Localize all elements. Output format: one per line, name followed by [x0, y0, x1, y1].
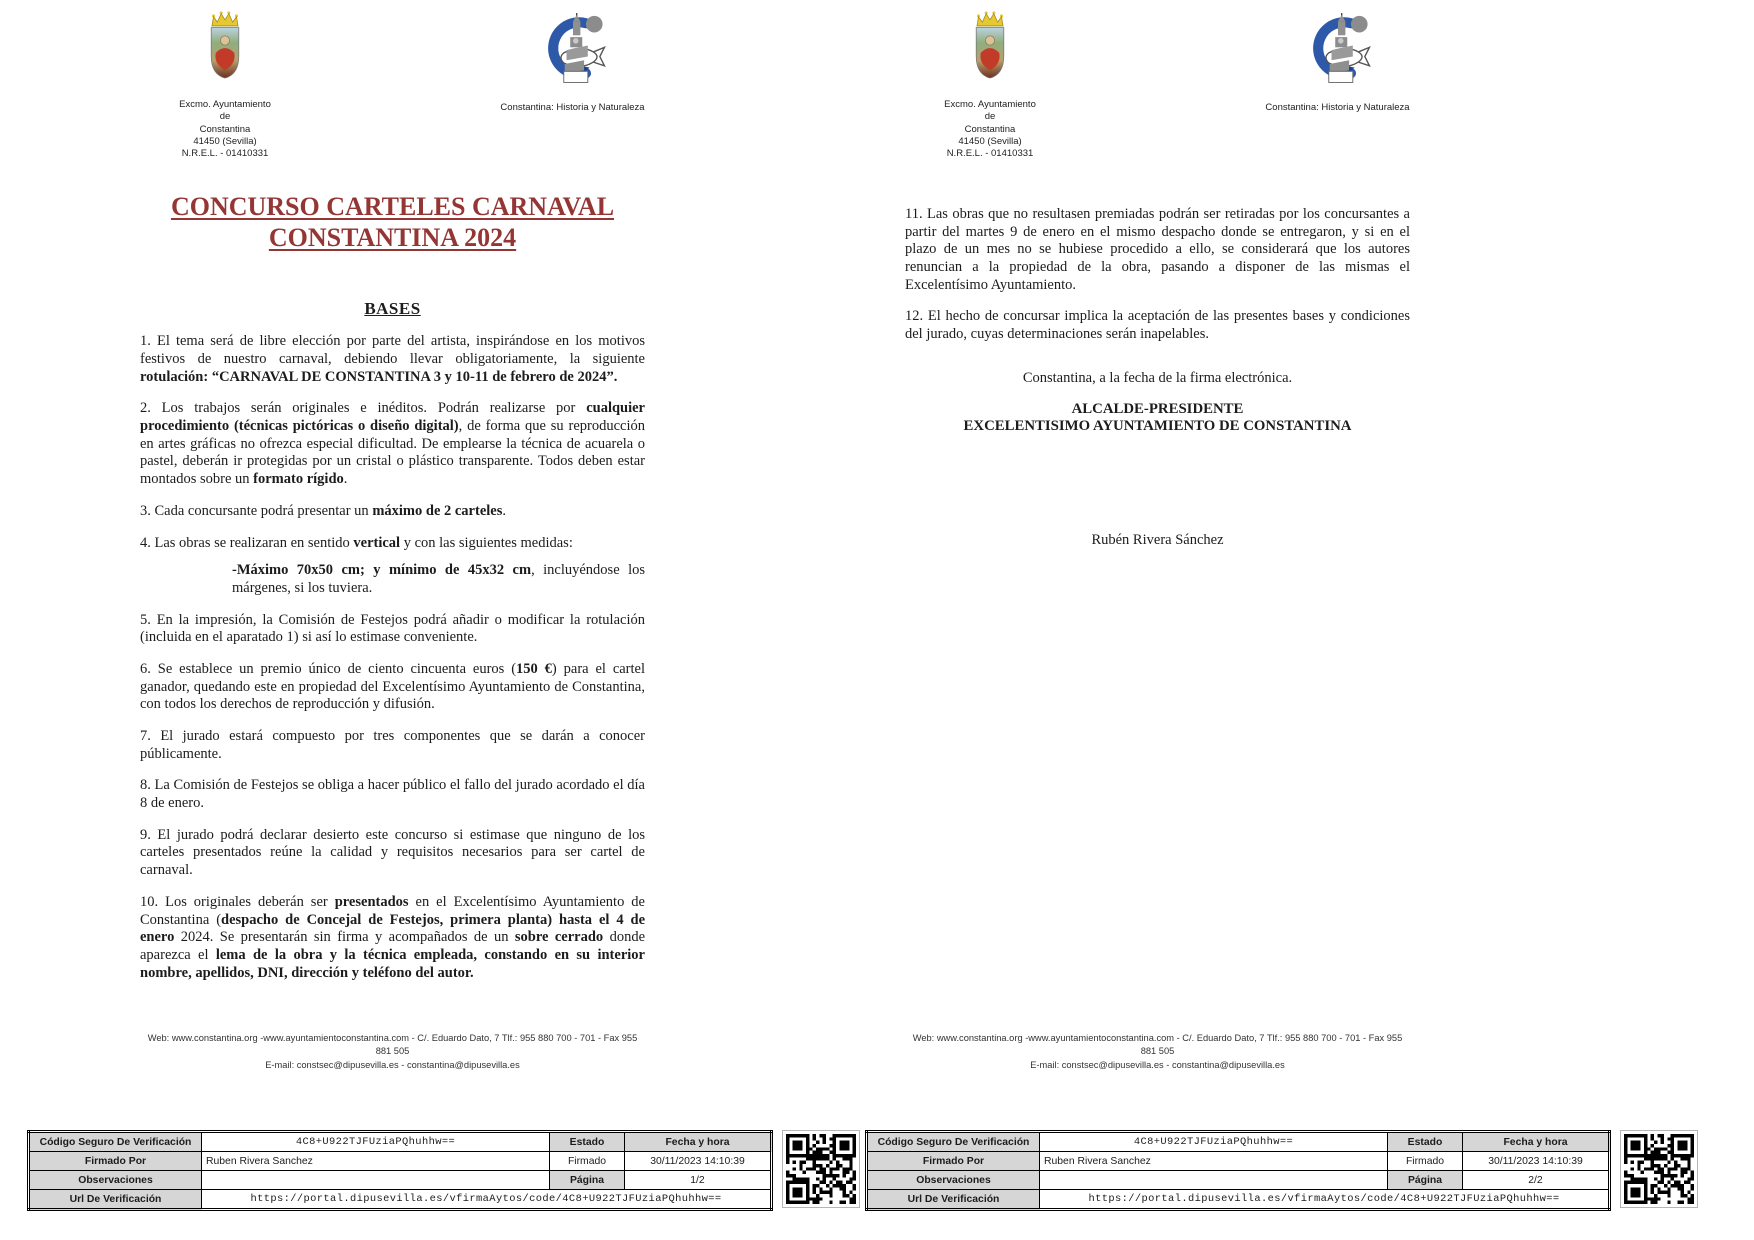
qr-code	[782, 1130, 860, 1208]
fecha-header: Fecha y hora	[1463, 1132, 1610, 1152]
org-line: 41450 (Sevilla)	[193, 136, 257, 148]
page-1-content	[140, 0, 645, 982]
pagina-label: Página	[1388, 1171, 1463, 1190]
footer-line2: E-mail: constsec@dipusevilla.es - constantina@dipusevilla.es	[1030, 1059, 1285, 1070]
coat-of-arms-icon	[967, 8, 1013, 96]
bases-heading: BASES	[364, 299, 421, 319]
base-paragraph-1: 1. El tema será de libre elección por parte del artista, inspirándose en los motivos festivos de nuestro carnaval, debiendo llevar obligatoriamente, la siguiente rotulación: “CARNAVAL DE CONSTANTINA 3 y 10-11 de febrero de 2024”.	[140, 333, 645, 385]
org-line: Excmo. Ayuntamiento	[944, 99, 1036, 110]
firmado-por-label: Firmado Por	[867, 1152, 1040, 1171]
town-brand-caption: Constantina: Historia y Naturaleza	[1265, 102, 1410, 113]
fecha-value: 30/11/2023 14:10:39	[625, 1152, 772, 1171]
base-paragraph-11: 11. Las obras que no resultasen premiadas podrán ser retiradas por los concursantes a partir del martes 9 de enero en el mismo despacho donde se entregaron, y si en el plazo de un mes no se hubiese procedido a ello, se considerará que los autores renuncian a la propiedad de la obra, pasando a disponer de las mismas el Excelentísimo Ayuntamiento.	[905, 206, 1410, 293]
base-paragraph-10: 10. Los originales deberán ser presentados en el Excelentísimo Ayuntamiento de Constantina (despacho de Concejal de Festejos, primera planta) hasta el 4 de enero 2024. Se presentarán sin firma y acompañados de un sobre cerrado donde aparezca el lema de la obra y la técnica empleada, constando en su interior nombre, apellidos, DNI, dirección y teléfono del autor.	[140, 893, 646, 981]
base-paragraph-12: 12. El hecho de concursar implica la aceptación de las presentes bases y condiciones del jurado, cuyas determinaciones serán inapelables.	[905, 308, 1410, 343]
url-label: Url De Verificación	[867, 1190, 1040, 1210]
signature-place-line: Constantina, a la fecha de la firma electrónica.	[1022, 369, 1293, 386]
estado-header: Estado	[550, 1132, 625, 1152]
page-2-content	[905, 0, 1410, 549]
csv-value: 4C8+U922TJFUziaPQhuhhw==	[1040, 1132, 1388, 1152]
qr-code	[1620, 1130, 1698, 1208]
base-paragraph-8: 8. La Comisión de Festejos se obliga a hacer público el fallo del jurado acordado el día 8 de enero.	[140, 777, 645, 812]
document-title	[140, 192, 645, 253]
estado-header: Estado	[1388, 1132, 1463, 1152]
base-paragraph-2: 2. Los trabajos serán originales e inéditos. Podrán realizarse por cualquier procedimiento (técnicas pictóricas o diseño digital), de forma que su reproducción en artes gráficas no ofrezca especial dificultad. De emplearse la técnica de acuarela o pastel, deberán ir protegidas por un cristal o plástico transparente. Todos deben estar montados sobre un formato rígido.	[140, 400, 645, 488]
town-brand-block	[480, 10, 665, 113]
town-brand-caption: Constantina: Historia y Naturaleza	[500, 102, 645, 113]
org-line: Excmo. Ayuntamiento	[179, 99, 271, 110]
pagina-value: 2/2	[1463, 1171, 1610, 1190]
csv-label: Código Seguro De Verificación	[29, 1132, 202, 1152]
footer-line1: Web: www.constantina.org -www.ayuntamientoconstantina.com - C/. Eduardo Dato, 7 Tlf.: 955 880 700 - 701 - Fax 955 881 505	[912, 1033, 1403, 1057]
signer-name: Rubén Rivera Sánchez	[1091, 531, 1224, 548]
page-2	[877, 0, 1754, 1240]
estado-value: Firmado	[550, 1152, 625, 1171]
verification-block-page2	[865, 1130, 1698, 1211]
historia-naturaleza-logo-icon	[536, 10, 610, 92]
page-1-footer-contact	[140, 1032, 645, 1072]
signature-role-line1: ALCALDE-PRESIDENTE	[1071, 400, 1244, 417]
verification-table	[27, 1130, 773, 1211]
fecha-header: Fecha y hora	[625, 1132, 772, 1152]
org-identity-block	[910, 8, 1070, 161]
org-line: Constantina	[199, 123, 251, 135]
verification-table	[865, 1130, 1611, 1211]
csv-label: Código Seguro De Verificación	[867, 1132, 1040, 1152]
url-label: Url De Verificación	[29, 1190, 202, 1210]
pagina-label: Página	[550, 1171, 625, 1190]
verification-block-page1	[27, 1130, 860, 1211]
base-paragraph-5: 5. En la impresión, la Comisión de Festejos podrá añadir o modificar la rotulación (incluida en el aparatado 1) si así lo estimase conveniente.	[140, 611, 645, 646]
org-line: de	[984, 111, 996, 123]
org-line: N.R.E.L. - 01410331	[946, 148, 1034, 160]
signature-role-block	[905, 401, 1410, 436]
observaciones-label: Observaciones	[29, 1171, 202, 1190]
coat-of-arms-icon	[202, 8, 248, 96]
estado-value: Firmado	[1388, 1152, 1463, 1171]
csv-value: 4C8+U922TJFUziaPQhuhhw==	[202, 1132, 550, 1152]
org-line: N.R.E.L. - 01410331	[181, 148, 269, 160]
historia-naturaleza-logo-icon	[1301, 10, 1375, 92]
base-paragraph-4: 4. Las obras se realizaran en sentido vertical y con las siguientes medidas:	[140, 534, 573, 551]
observaciones-value	[202, 1171, 550, 1190]
signature-role-line2: EXCELENTISIMO AYUNTAMIENTO DE CONSTANTINA	[963, 418, 1352, 435]
org-line: 41450 (Sevilla)	[958, 136, 1022, 148]
observaciones-label: Observaciones	[867, 1171, 1040, 1190]
url-value: https://portal.dipusevilla.es/vfirmaAytos/code/4C8+U922TJFUziaPQhuhhw==	[1040, 1190, 1610, 1210]
base-paragraph-7: 7. El jurado estará compuesto por tres componentes que se darán a conocer públicamente.	[140, 728, 645, 762]
base-paragraph-3: 3. Cada concursante podrá presentar un máximo de 2 carteles.	[140, 502, 506, 519]
page-2-footer-contact	[905, 1032, 1410, 1072]
footer-line2: E-mail: constsec@dipusevilla.es - constantina@dipusevilla.es	[265, 1059, 520, 1070]
document-title-line1: CONCURSO CARTELES CARNAVAL	[170, 192, 615, 221]
town-brand-block	[1245, 10, 1430, 113]
page-2-header	[905, 0, 1410, 178]
org-line: Constantina	[964, 123, 1016, 135]
footer-line1: Web: www.constantina.org -www.ayuntamientoconstantina.com - C/. Eduardo Dato, 7 Tlf.: 955 880 700 - 701 - Fax 955 881 505	[147, 1033, 638, 1057]
pagina-value: 1/2	[625, 1171, 772, 1190]
org-line: de	[219, 111, 231, 123]
document-title-line2: CONSTANTINA 2024	[268, 222, 517, 252]
signed-by-value: Ruben Rivera Sanchez	[202, 1152, 550, 1171]
observaciones-value	[1040, 1171, 1388, 1190]
base-paragraph-4-measures: -Máximo 70x50 cm; y mínimo de 45x32 cm, incluyéndose los márgenes, si los tuviera.	[232, 562, 645, 596]
fecha-value: 30/11/2023 14:10:39	[1463, 1152, 1610, 1171]
signed-by-value: Ruben Rivera Sanchez	[1040, 1152, 1388, 1171]
org-identity-block	[145, 8, 305, 161]
base-paragraph-9: 9. El jurado podrá declarar desierto este concurso si estimase que ninguno de los carteles presentados reúne la calidad y requisitos necesarios para ser cartel de carnaval.	[140, 826, 645, 879]
firmado-por-label: Firmado Por	[29, 1152, 202, 1171]
page-1-header	[140, 0, 645, 178]
base-paragraph-6: 6. Se establece un premio único de ciento cincuenta euros (150 €) para el cartel ganador, quedando este en propiedad del Excelentísimo Ayuntamiento de Constantina, con todos los derechos de reproducción y difusión.	[140, 660, 646, 713]
url-value: https://portal.dipusevilla.es/vfirmaAytos/code/4C8+U922TJFUziaPQhuhhw==	[202, 1190, 772, 1210]
